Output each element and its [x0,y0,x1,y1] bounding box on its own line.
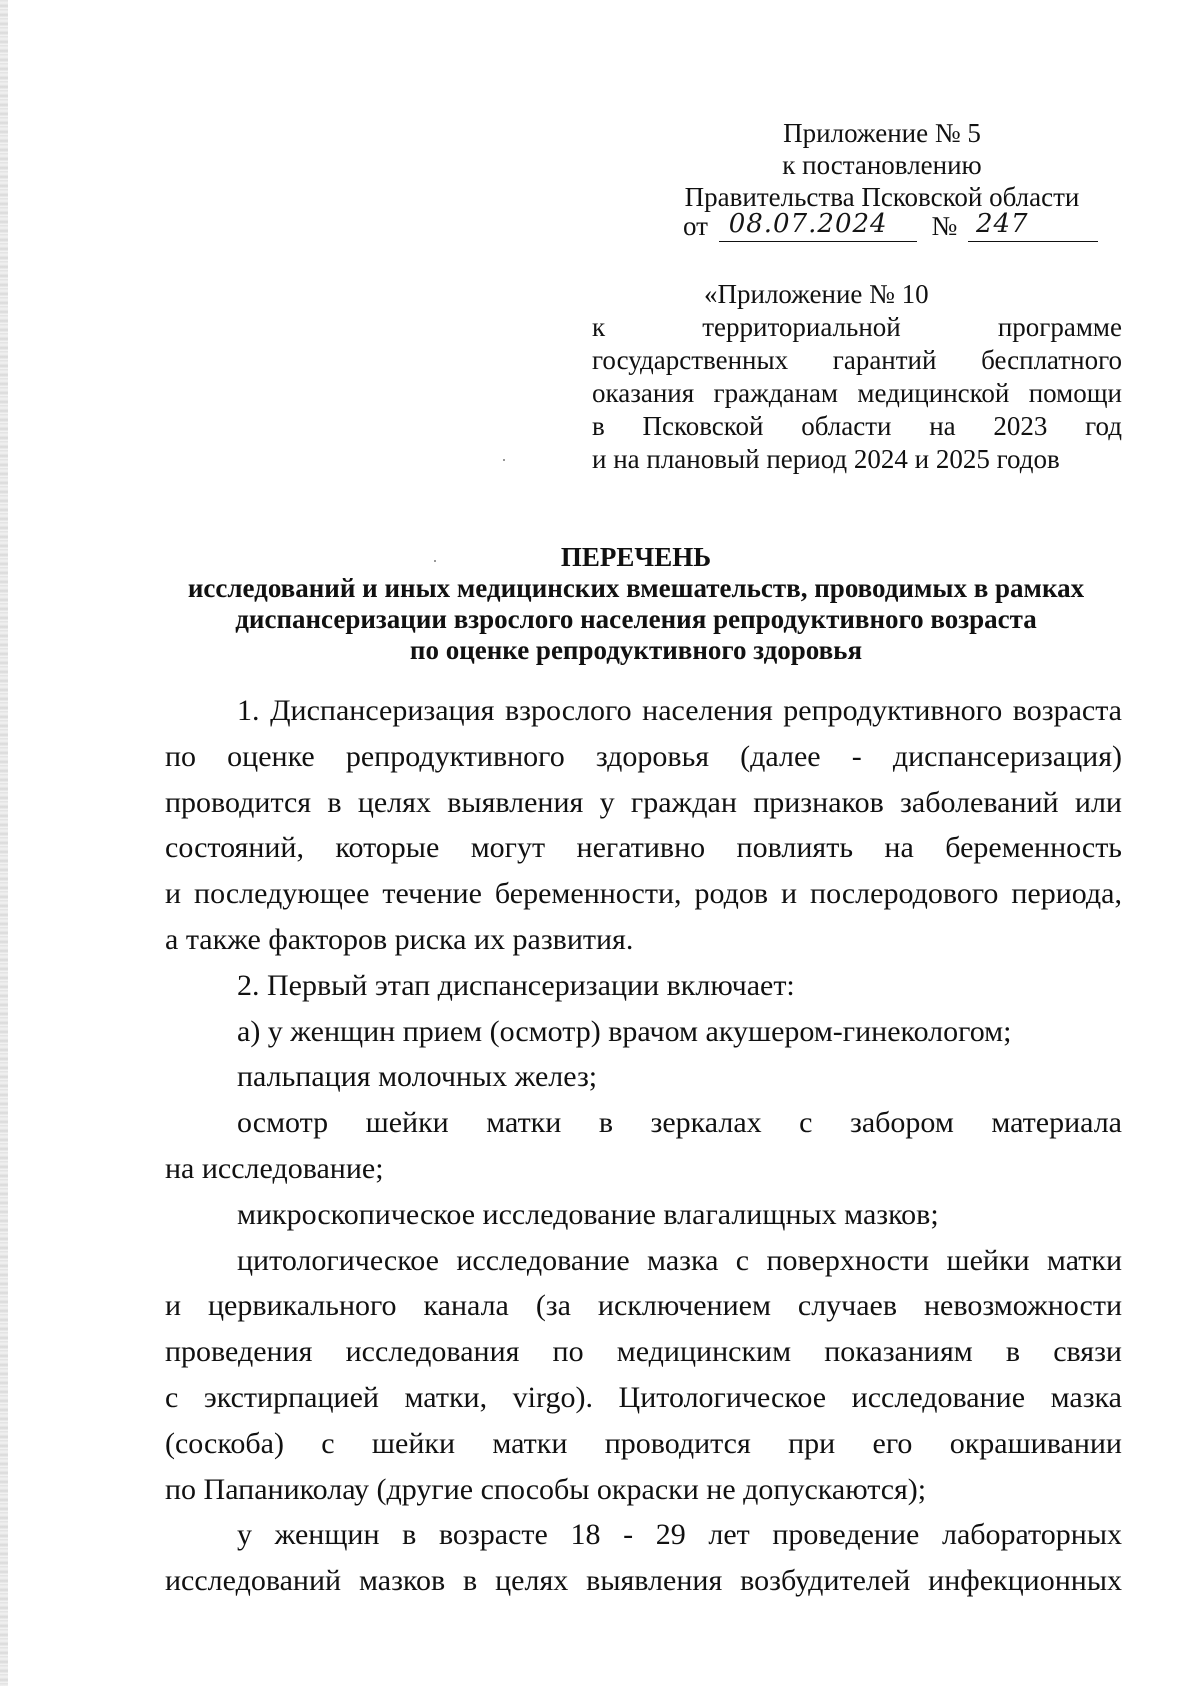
document-body [165,688,1122,1604]
body-line: проводится в целях выявления у граждан признаков заболеваний или [165,785,1122,819]
body-line: (соскоба) с шейки матки проводится при его окрашивании [165,1426,1122,1460]
title-line: исследований и иных медицинских вмешательств, проводимых в рамках [187,573,1085,603]
annex-line: государственных гарантий бесплатного [592,345,1122,375]
body-line: а) у женщин прием (осмотр) врачом акушером-гинекологом; [237,1014,1012,1048]
scan-edge [0,0,8,1686]
title-line: диспансеризации взрослого населения репродуктивного возраста [235,604,1037,634]
number-sign: № [931,211,958,241]
annex-title: «Приложение № 10 [704,279,929,309]
scan-speck [503,459,505,461]
annex-reference [592,278,1122,476]
government-name: Правительства Псковской области [684,182,1080,212]
body-line: проведения исследования по медицинским показаниям в связи [165,1335,1122,1369]
body-line: исследований мазков в целях выявления возбудителей инфекционных [165,1564,1122,1598]
body-line: у женщин в возрасте 18 - 29 лет проведение лабораторных [237,1518,1122,1552]
document-title [150,542,1122,666]
body-line: по Папаниколау (другие способы окраски не допускаются); [165,1472,927,1506]
body-line: и последующее течение беременности, родов и послеродового периода, [165,877,1122,911]
title-line: по оценке репродуктивного здоровья [409,635,863,665]
annex-line: в Псковской области на 2023 год [592,411,1122,441]
annex-line: и на плановый период 2024 и 2025 годов [592,444,1060,474]
body-line: на исследование; [165,1151,384,1185]
body-line: с экстирпацией матки, virgo). Цитологическое исследование мазка [165,1380,1122,1414]
appendix-header [672,117,1092,181]
body-line: 1. Диспансеризация взрослого населения репродуктивного возраста [237,694,1122,727]
body-line: а также факторов риска их развития. [165,922,634,956]
title-heading: ПЕРЕЧЕНЬ [560,542,712,572]
body-line: состояний, которые могут негативно повлиять на беременность [165,831,1122,865]
body-line: цитологическое исследование мазка с поверхности шейки матки [237,1243,1122,1277]
body-line: осмотр шейки матки в зеркалах с забором материала [237,1106,1122,1140]
appendix-number: Приложение № 5 [783,118,981,148]
body-line: пальпация молочных желез; [237,1060,598,1094]
handwritten-number: 247 [975,209,1029,239]
body-line: по оценке репродуктивного здоровья (далее - диспансеризация) [165,739,1122,773]
date-field [719,211,917,242]
body-line: микроскопическое исследование влагалищных мазков; [237,1197,939,1231]
body-line: и цервикального канала (за исключением случаев невозможности [165,1289,1122,1323]
body-line: 2. Первый этап диспансеризации включает: [237,968,795,1002]
appendix-to-resolution: к постановлению [782,150,982,180]
annex-line: к территориальной программе [592,312,1122,342]
number-field [968,211,1098,242]
resolution-date-line [683,210,1098,242]
annex-line: оказания гражданам медицинской помощи [592,378,1122,408]
handwritten-date: 08.07.2024 [728,209,888,239]
date-prefix: от [683,211,708,241]
